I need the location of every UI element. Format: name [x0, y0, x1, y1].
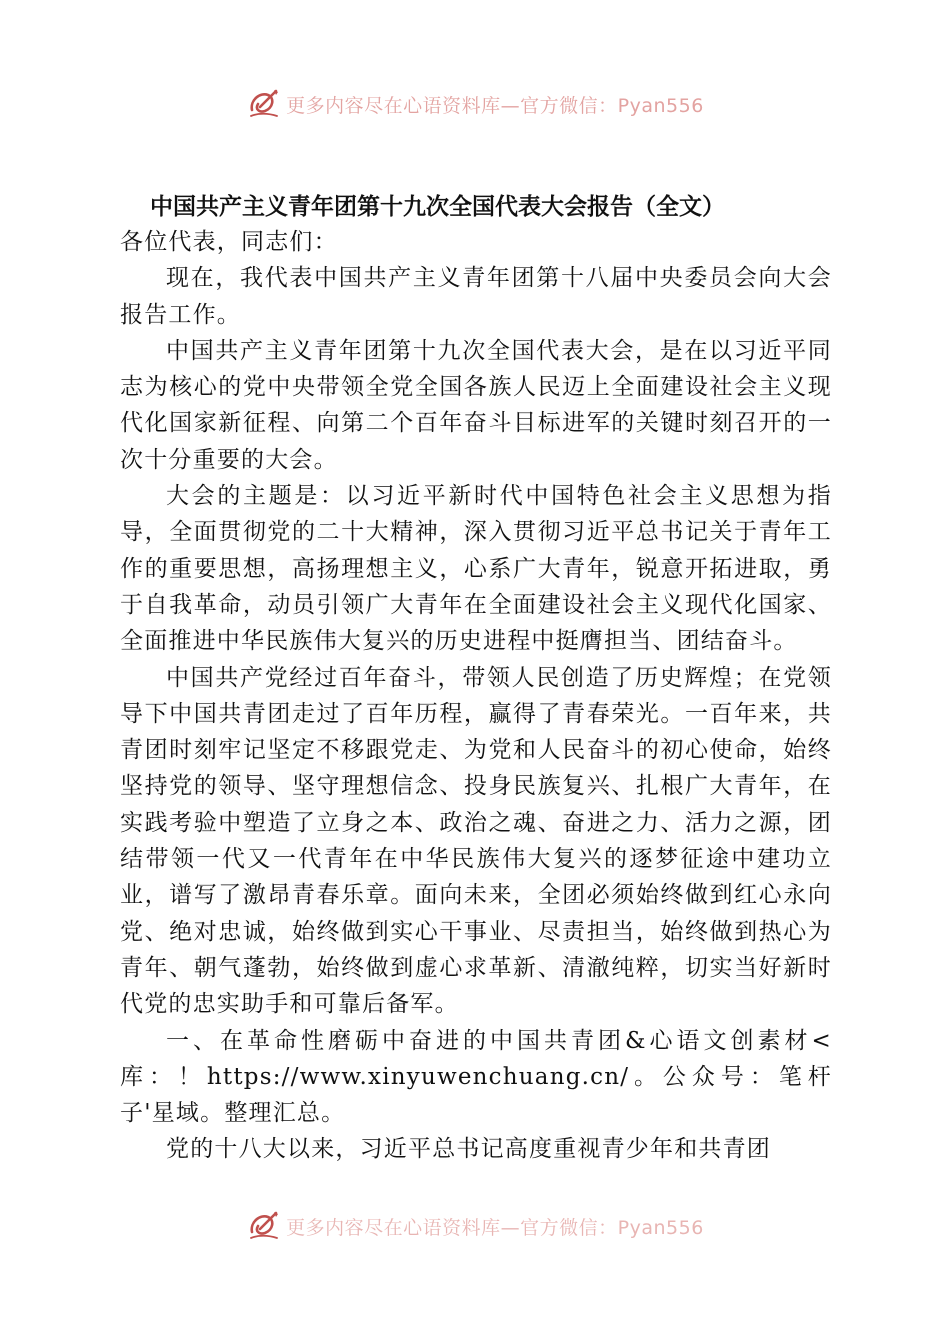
paragraph: 中国共产党经过百年奋斗，带领人民创造了历史辉煌；在党领导下中国共青团走过了百年历程，赢得了青春荣光。一百年来，共青团时刻牢记坚定不移跟党走、为党和人民奋斗的初心使命，始终坚持党的领导、坚守理想信念、投身民族复兴、扎根广大青年，在实践考验中塑造了立身之本、政治之魂、奋进之力、活力之源，团结带领一代又一代青年在中华民族伟大复兴的逐梦征途中建功立业，谱写了激昂青春乐章。面向未来，全团必须始终做到红心永向党、绝对忠诚，始终做到实心干事业、尽责担当，始终做到热心为青年、朝气蓬勃，始终做到虚心求革新、清澈纯粹，切实当好新时代党的忠实助手和可靠后备军。 [120, 664, 832, 1018]
pen-signature-logo-icon [246, 86, 282, 122]
paragraph: 中国共产主义青年团第十九次全国代表大会，是在以习近平同志为核心的党中央带领全党全国各族人民迈上全面建设社会主义现代化国家新征程、向第二个百年奋斗目标进军的关键时刻召开的一次十分重要的大会。 [120, 337, 832, 473]
watermark-footer [0, 1206, 950, 1246]
document-title: 中国共产主义青年团第十九次全国代表大会报告（全文） [150, 194, 725, 220]
paragraph: 现在，我代表中国共产主义青年团第十八届中央委员会向大会报告工作。 [120, 265, 832, 328]
salutation: 各位代表，同志们： [120, 229, 338, 255]
document-body [120, 190, 832, 1168]
pen-signature-logo-icon [246, 1208, 282, 1244]
watermark-text: 更多内容尽在心语资料库—官方微信：Pyan556 [286, 1216, 704, 1239]
paragraph: 党的十八大以来，习近平总书记高度重视青少年和共青团 [166, 1136, 771, 1163]
watermark-header [0, 84, 950, 124]
section-heading-paragraph: 一、在革命性磨砺中奋进的中国共青团&心语文创素材<库：！https://www.xinyuwenchuang.cn/。公众号：笔杆子'星域。整理汇总。 [120, 1027, 832, 1127]
paragraph: 大会的主题是：以习近平新时代中国特色社会主义思想为指导，全面贯彻党的二十大精神，深入贯彻习近平总书记关于青年工作的重要思想，高扬理想主义，心系广大青年，锐意开拓进取，勇于自我革命，动员引领广大青年在全面建设社会主义现代化国家、全面推进中华民族伟大复兴的历史进程中挺膺担当、团结奋斗。 [120, 483, 832, 655]
watermark-text: 更多内容尽在心语资料库—官方微信：Pyan556 [286, 94, 704, 117]
